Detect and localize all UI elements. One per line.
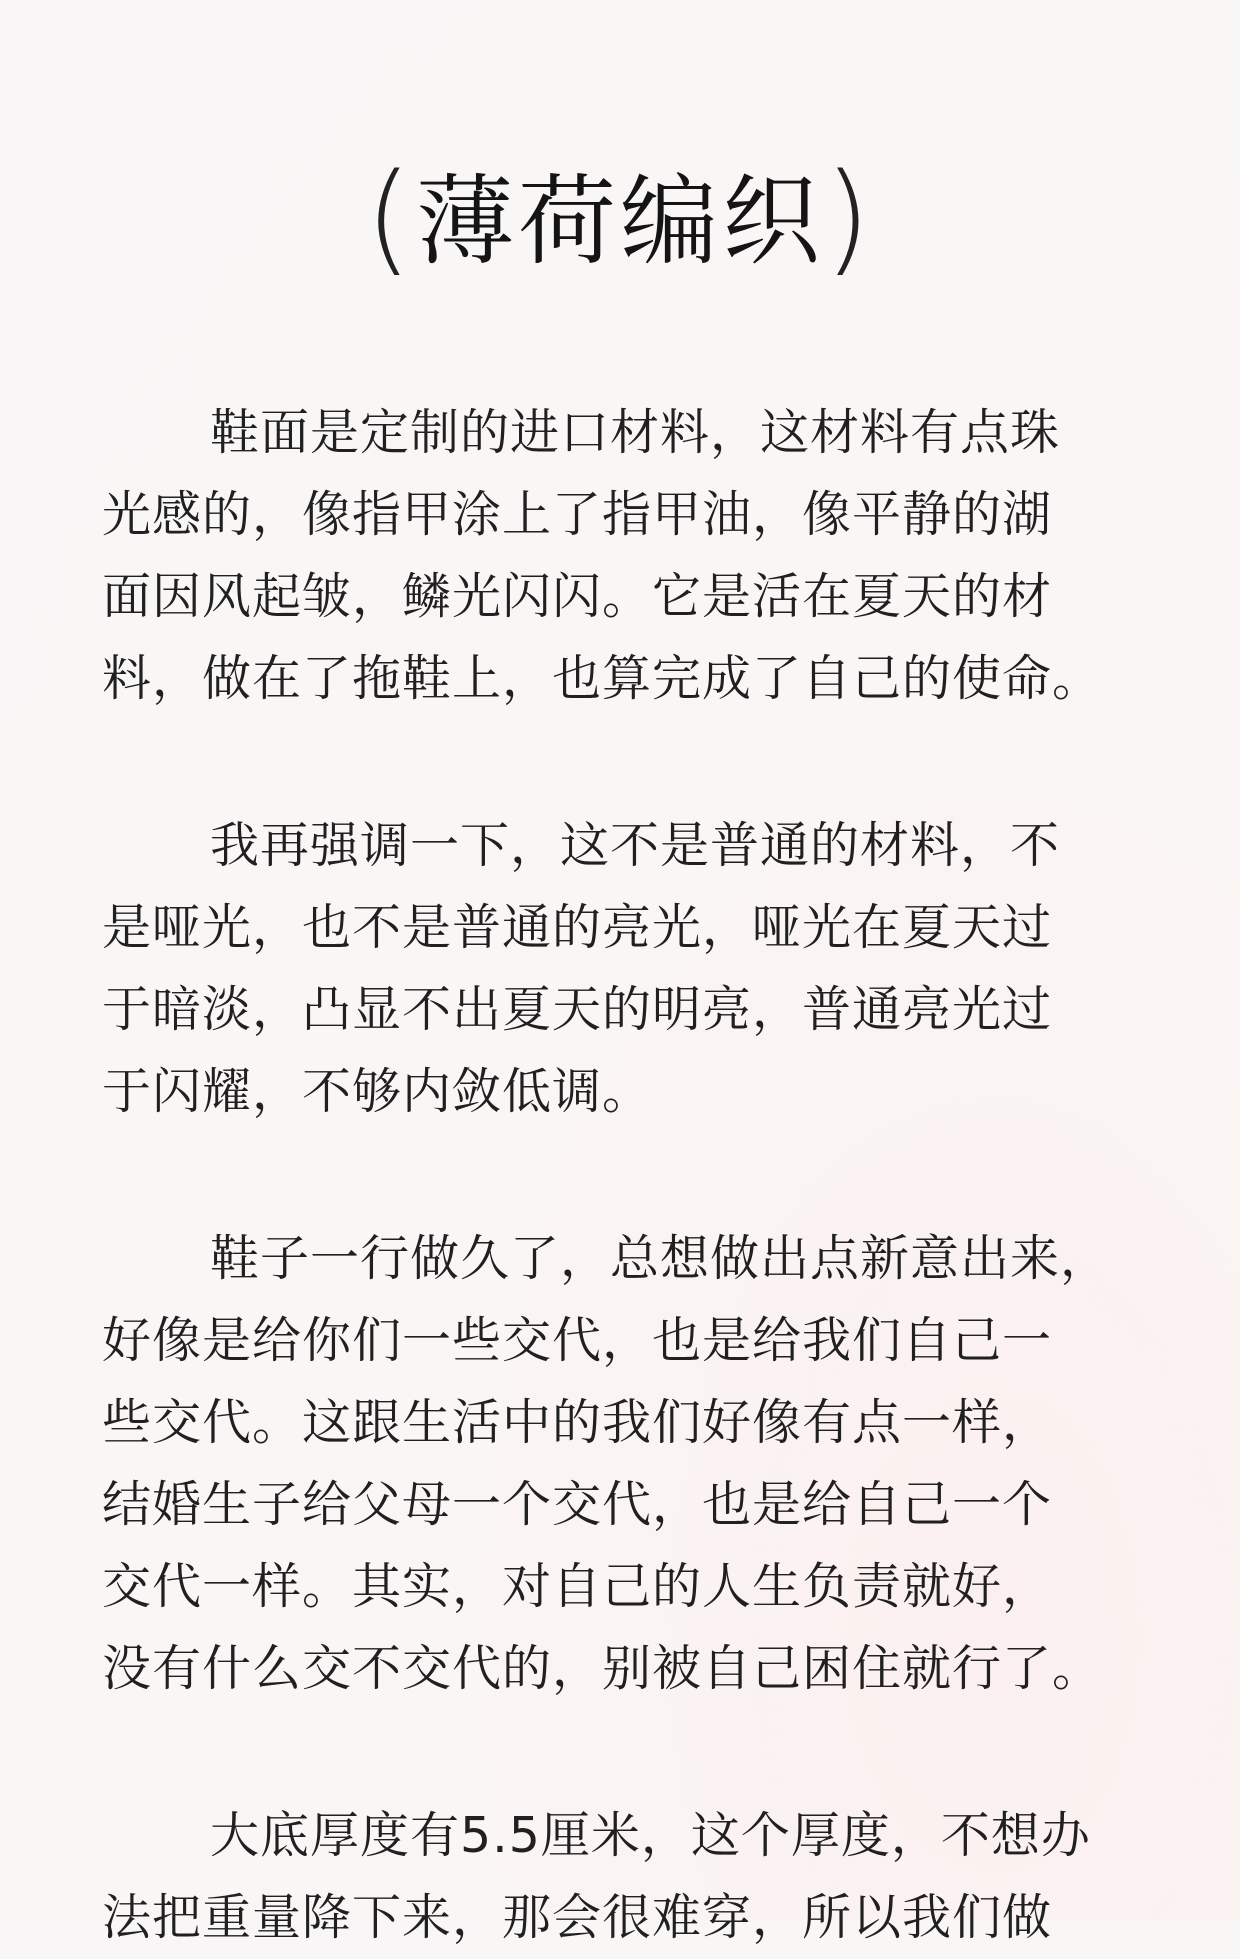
paragraph-line: 于暗淡，凸显不出夏天的明亮，普通亮光过 — [102, 981, 1053, 1038]
paragraph-material — [102, 392, 1162, 720]
paragraph-line: 光感的，像指甲涂上了指甲油，像平静的湖 — [102, 486, 1053, 543]
paragraph-line: 好像是给你们一些交代，也是给我们自己一 — [102, 1312, 1053, 1369]
paragraph-line: 面因风起皱，鳞光闪闪。它是活在夏天的材 — [102, 568, 1053, 625]
paragraph-line: 鞋面是定制的进口材料，这材料有点珠 — [210, 404, 1061, 461]
paragraph-reflection — [102, 1218, 1162, 1710]
paragraph-line: 于闪耀，不够内敛低调。 — [102, 1063, 653, 1120]
paragraph-line: 没有什么交不交代的，别被自己困住就行了。 — [102, 1640, 1103, 1697]
paragraph-line: 法把重量降下来，那会很难穿，所以我们做 — [102, 1889, 1053, 1946]
paragraph-line: 大底厚度有5.5厘米，这个厚度，不想办 — [210, 1807, 1091, 1864]
paragraph-line: 鞋子一行做久了，总想做出点新意出来， — [210, 1230, 1111, 1287]
title-close-paren: ) — [824, 149, 875, 288]
paragraph-line: 结婚生子给父母一个交代，也是给自己一个 — [102, 1476, 1053, 1533]
paragraph-emphasis — [102, 805, 1162, 1133]
title-text: 薄荷编织 — [415, 165, 824, 279]
paragraph-line: 些交代。这跟生活中的我们好像有点一样， — [102, 1394, 1053, 1451]
paragraph-line: 料，做在了拖鞋上，也算完成了自己的使命。 — [102, 650, 1103, 707]
paragraph-line: 交代一样。其实，对自己的人生负责就好， — [102, 1558, 1053, 1615]
title-open-paren: ( — [365, 149, 416, 288]
section-title — [0, 140, 1240, 297]
paragraph-sole — [102, 1795, 1162, 1959]
paragraph-line: 我再强调一下，这不是普通的材料，不 — [210, 817, 1061, 874]
paragraph-line: 是哑光，也不是普通的亮光，哑光在夏天过 — [102, 899, 1053, 956]
